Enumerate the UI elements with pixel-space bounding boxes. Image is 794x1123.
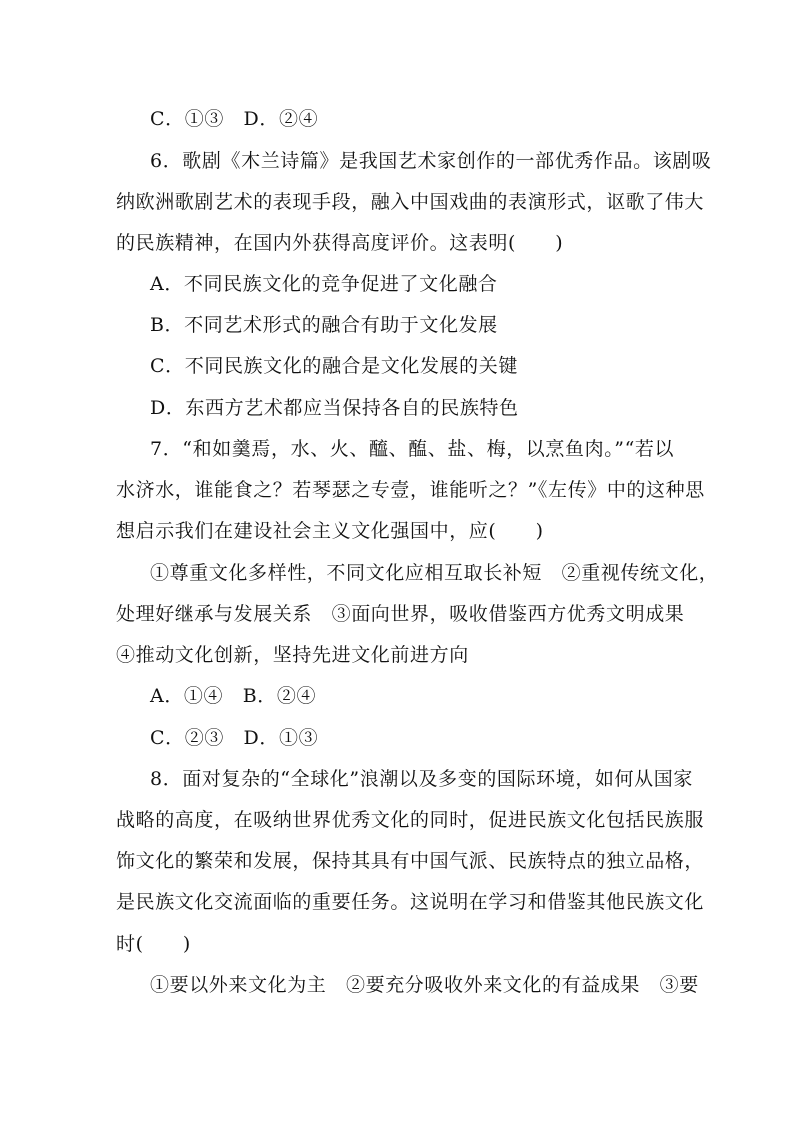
q7-options-ab: A．①④ B．②④: [150, 685, 317, 707]
q7-options-cd: C．②③ D．①③: [150, 727, 319, 749]
q8-stem-line-2: 战略的高度，在吸纳世界优秀文化的同时，促进民族文化包括民族服: [116, 809, 705, 831]
q7-statements-line-2: 处理好继承与发展关系 ③面向世界，吸收借鉴西方优秀文明成果: [116, 603, 685, 625]
q8-stem-line-4: 是民族文化交流面临的重要任务。这说明在学习和借鉴其他民族文化: [116, 891, 705, 913]
q7-stem-line-2: 水济水，谁能食之？若琴瑟之专壹，谁能听之？”《左传》中的这种思: [116, 479, 705, 501]
q8-stem-line-3: 饰文化的繁荣和发展，保持其具有中国气派、民族特点的独立品格，: [116, 850, 705, 872]
q6-option-d: D．东西方艺术都应当保持各自的民族特色: [150, 397, 519, 419]
q8-stem-line-5: 时( ): [116, 933, 191, 955]
q7-statements-line-3: ④推动文化创新，坚持先进文化前进方向: [116, 644, 469, 666]
q8-stem-line-1: 8．面对复杂的“全球化”浪潮以及多变的国际环境，如何从国家: [150, 768, 693, 790]
q8-statements-line-1: ①要以外来文化为主 ②要充分吸收外来文化的有益成果 ③要: [150, 974, 699, 996]
q6-option-a: A．不同民族文化的竞争促进了文化融合: [150, 273, 498, 295]
q6-stem-line-1: 6．歌剧《木兰诗篇》是我国艺术家创作的一部优秀作品。该剧吸: [150, 150, 712, 172]
q7-stem-line-1: 7．“和如羹焉，水、火、醯、醢、盐、梅，以烹鱼肉。”“若以: [150, 438, 675, 460]
q6-stem-line-2: 纳欧洲歌剧艺术的表现手段，融入中国戏曲的表演形式，讴歌了伟大: [116, 191, 705, 213]
q6-option-b: B．不同艺术形式的融合有助于文化发展: [150, 314, 498, 336]
q6-stem-line-3: 的民族精神，在国内外获得高度评价。这表明( ): [116, 232, 564, 254]
q7-stem-line-3: 想启示我们在建设社会主义文化强国中，应( ): [116, 520, 544, 542]
q7-statements-line-1: ①尊重文化多样性，不同文化应相互取长补短 ②重视传统文化，: [150, 562, 719, 584]
q6-option-c: C．不同民族文化的融合是文化发展的关键: [150, 355, 518, 377]
q5-options-cd: C．①③ D．②④: [150, 108, 319, 130]
